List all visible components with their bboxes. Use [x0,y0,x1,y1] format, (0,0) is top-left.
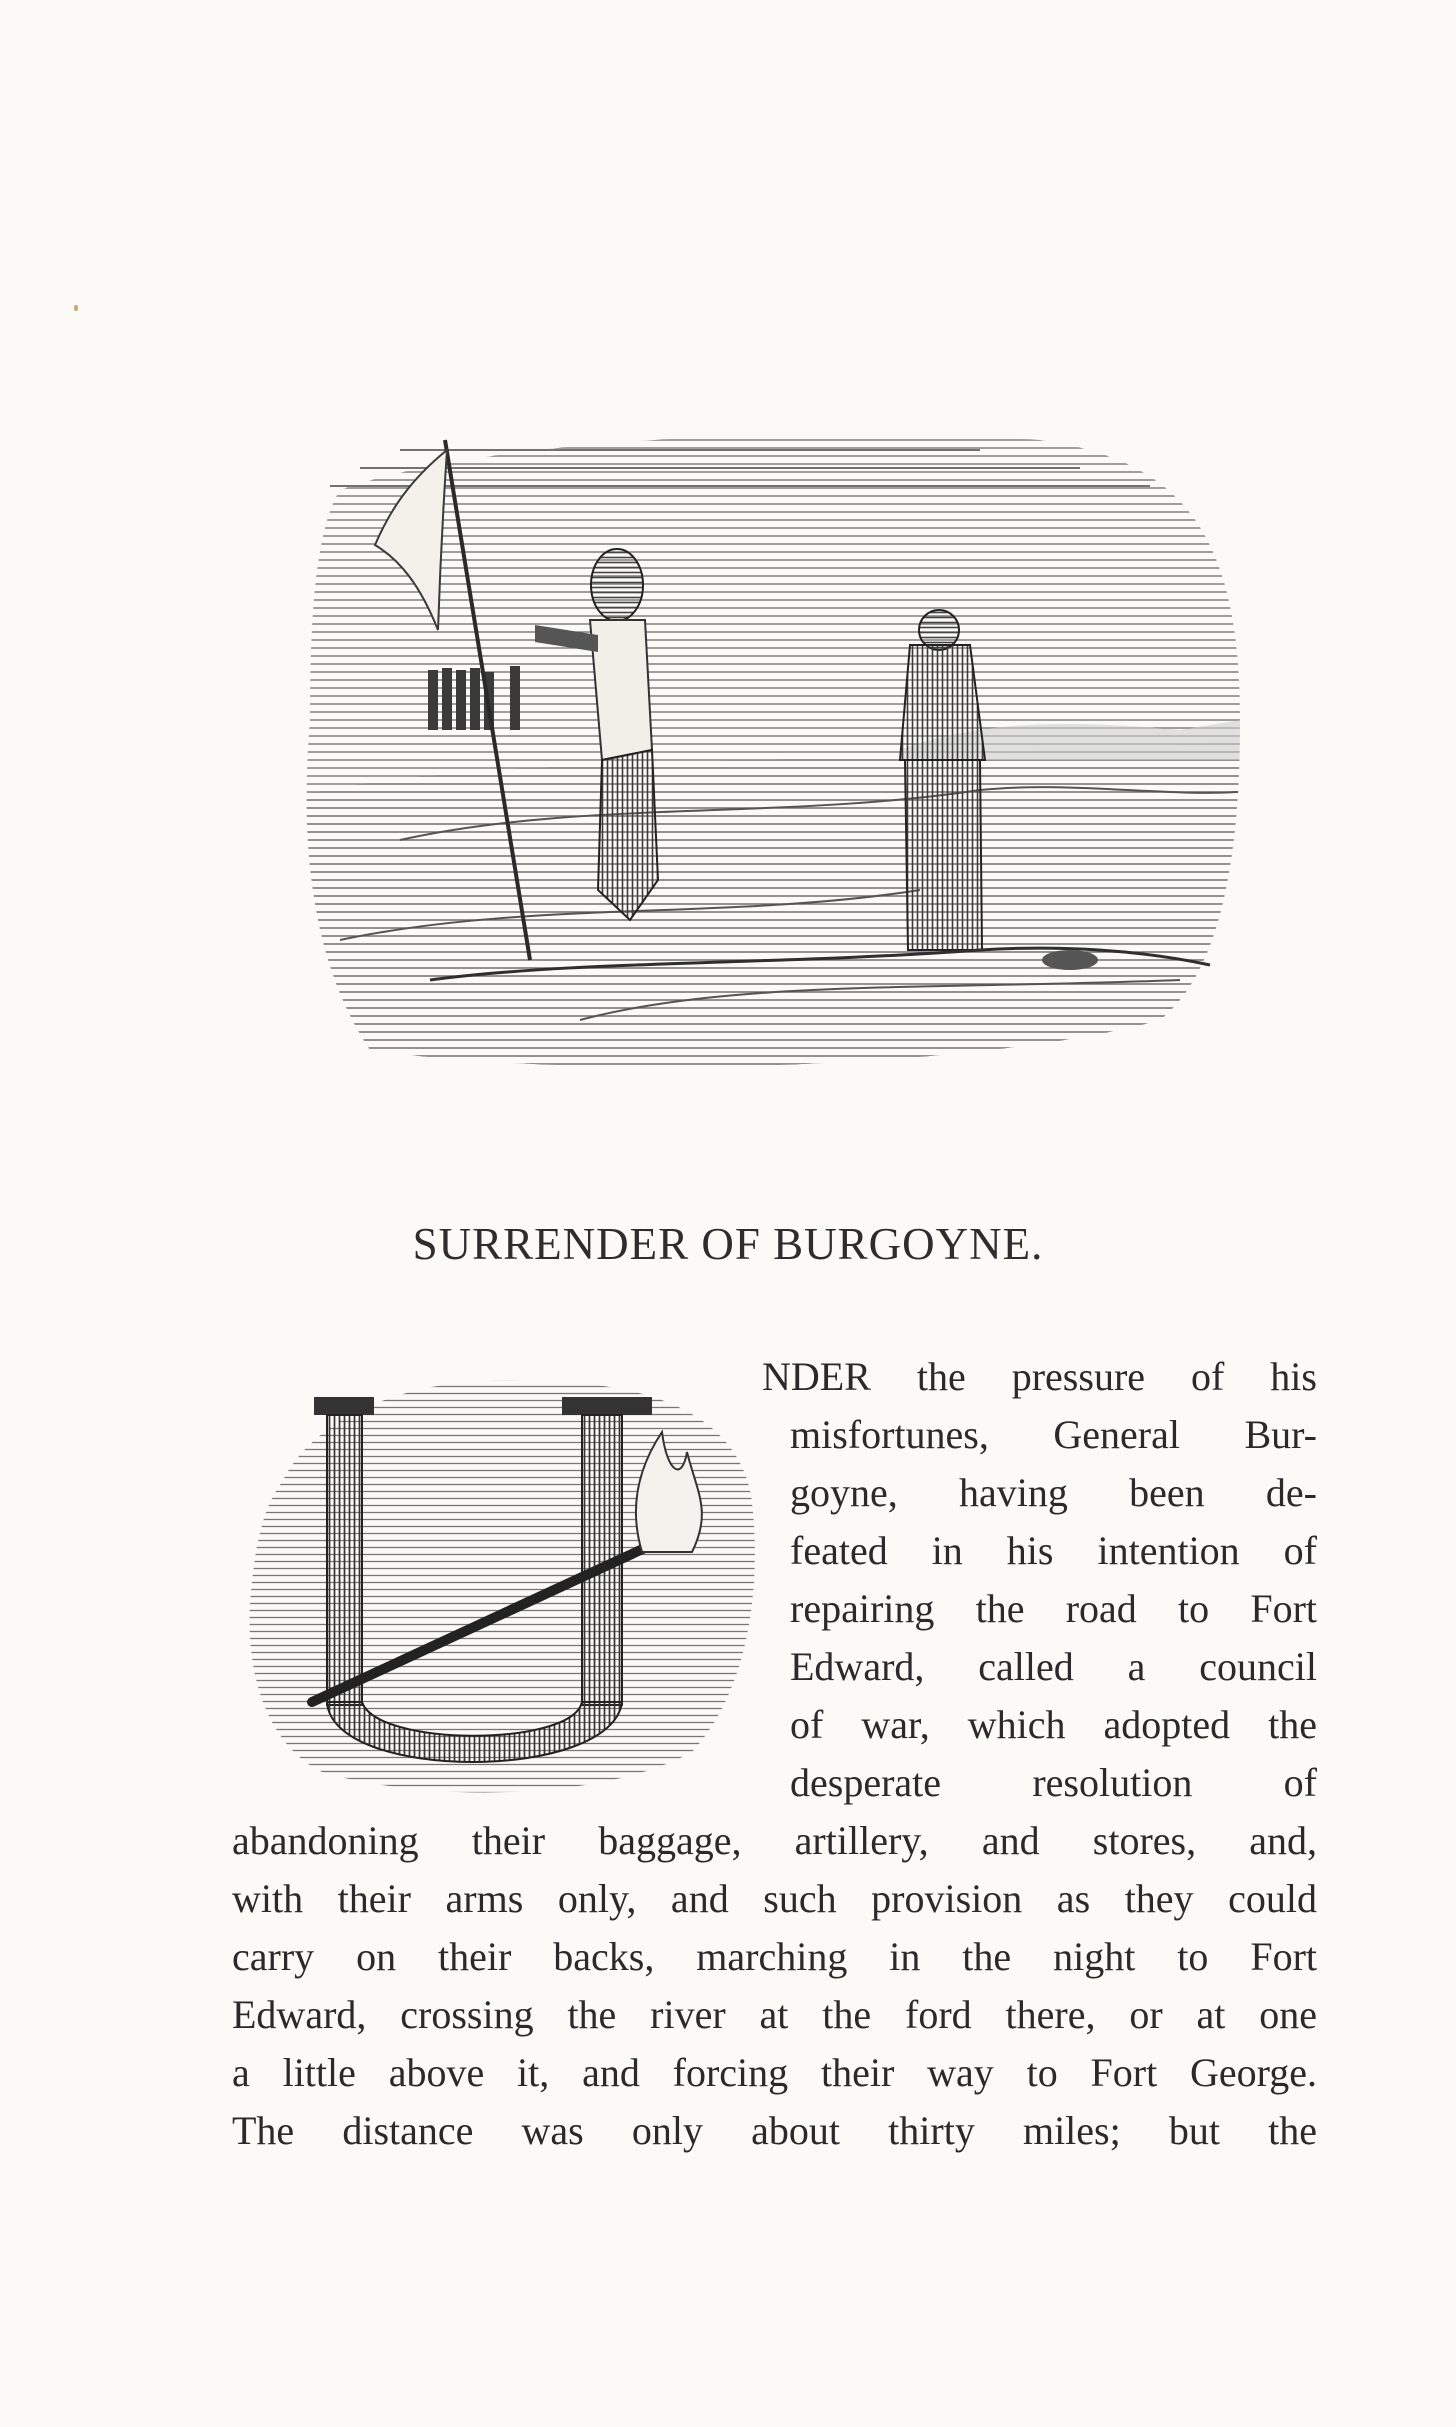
body-line: misfortunes, General Bur- [790,1412,1317,1457]
body-line: carry on their backs, marching in the night to Fort [232,1934,1317,1979]
body-line: repairing the road to Fort [790,1586,1317,1631]
body-line: feated in his intention of [790,1528,1317,1573]
body-line: with their arms only, and such provision as they could [232,1876,1317,1921]
body-line: Edward, crossing the river at the ford there, or at one [232,1992,1317,2037]
body-line: The distance was only about thirty miles; but the [232,2108,1317,2153]
body-line: Edward, called a council [790,1644,1317,1689]
chapter-title: SURRENDER OF BURGOYNE. [412,1219,1044,1269]
body-line: desperate resolution of [790,1760,1317,1805]
body-line: goyne, having been de- [790,1470,1317,1515]
body-line: of war, which adopted the [790,1702,1317,1747]
body-text [232,1348,1317,2160]
body-line: a little above it, and forcing their way to Fort George. [232,2050,1317,2095]
body-line: abandoning their baggage, artillery, and stores, and, [232,1818,1317,1863]
engraving-surrender-scene-icon [280,420,1260,1070]
body-line: NDER the pressure of his [762,1354,1317,1399]
paper-speck [74,305,78,311]
